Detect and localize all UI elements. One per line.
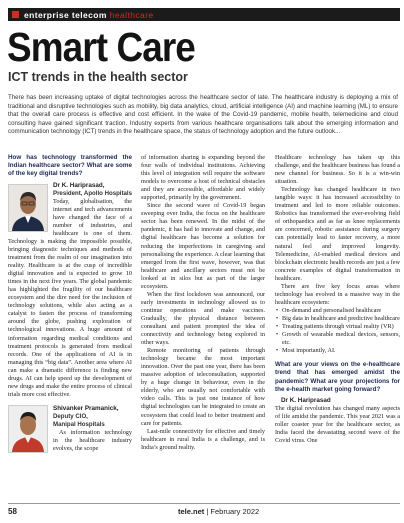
expert-photo-pramanick <box>8 405 48 453</box>
expert-name: Shivanker Pramanick, <box>53 404 119 412</box>
section-marker-square <box>12 11 19 18</box>
expert-role: Deputy CIO, <box>53 412 88 420</box>
list-item: • Most importantly, AI. <box>282 347 400 355</box>
expert-photo-hariprasad <box>8 184 48 232</box>
answer-text-hariprasad: Today, globalisation, the internet and tech advancements have changed the face of a number of industries, and healthcare is one of them. Technology is making the impossible possible, bringing diagnostic techniques and methods of treatment from the realm of our imagination into reality. Healthcare is at the cusp of incredible digital innovation and is expected to grow 10 times in the next five years. The global pandemic has highlighted the fragility of our healthcare ecosystem and the dire need for the inclusion of technology solutions, while also acting as a catalyst to fasten the process of transforming around the globe, pushing exploration of technological innovations. A huge amount of information regarding medical conditions and treatment protocols is generated from medical records. One of the applications of AI is in managing this “big data”. Another area where AI can make a dramatic difference is finding new drugs. AI can help speed up the development of new drugs and make the entire process of clinical trials more cost effective. <box>8 197 132 398</box>
portrait-photo-icon <box>9 185 47 231</box>
publication-name: tele.net <box>178 507 205 516</box>
article-column-2 <box>141 154 265 499</box>
list-item: • Treating patients through virtual reality (VR) <box>282 323 400 331</box>
paragraph: of information sharing is expanding beyond the four walls of individual institutions. Achieving this level of integration will require the software models to overcome a host of technical obstacles and they are accessible, affordable and widely supported, primarily by the government. <box>141 154 265 202</box>
answer-text: The digital revolution has changed many aspects of life amidst the pandemic. This year 2021 was a roller coaster year for the healthcare sector, as India faced the devastating second wave of the Covid virus. One <box>275 405 400 445</box>
article-title: Smart Care <box>7 24 195 70</box>
paragraph: When the first lockdown was announced, our early investments in technology allowed us to continue operations and make vaccines. Gradually, the physical distance between consultant and patient prompted the idea of connectivity and technology being explored in other ways. <box>141 290 265 347</box>
section-name: enterprise telecom <box>24 9 107 20</box>
footer-separator: | <box>206 507 209 516</box>
expert-organisation: Manipal Hospitals <box>53 420 105 428</box>
footer-publication <box>178 507 259 516</box>
paragraph: Remote monitoring of patients through technology became the most important innovation. Over the past one year, there has been massive adoption of teleconsultation, supported by a huge change in behaviour, even in the elderly, who are usually not comfortable with video calls. This is just one instance of how digital technologies can be integrated to create an ecosystem that could lead to better treatment and care for patients. <box>141 347 265 427</box>
expert-name: Dr K. Hariprasad, <box>53 181 105 189</box>
paragraph: There are five key focus areas where technology has evolved in a massive way in the healthcare ecosystem: <box>275 282 400 306</box>
answer-expert-name: Dr K. Hariprasad <box>281 396 331 404</box>
footer-divider <box>8 503 400 504</box>
page-number: 58 <box>8 507 17 516</box>
expert-role: President, Apollo Hospitals <box>53 189 132 197</box>
interview-question-1: How has technology transformed the Indian healthcare sector? What are some of the key digital trends? <box>8 154 132 178</box>
interview-question-2: What are your views on the e-healthcare trend that has emerged amidst the pandemic? What are your projections for the e-health market going forward? <box>275 361 400 393</box>
section-header-bar <box>8 8 400 21</box>
paragraph: Last-mile connectivity for effective and timely healthcare in rural India is a challenge, and is India’s ground reality. <box>141 427 265 451</box>
list-item: • On-demand and personalised healthcare <box>282 307 400 315</box>
paragraph: Since the second wave of Covid-19 began sweeping over India, the focus on the healthcare sector has been renewed. In the midst of the pandemic, it has had to innovate and change, and digital healthcare has become a solution for reducing the imperfections in caregiving and personalising the experience. A clear learning that emerged from the first wave, however, was that healthcare and ancillary sectors must not be looked at in silos but as part of the larger ecosystem. <box>141 202 265 290</box>
paragraph: Technology has changed healthcare in two tangible ways: it has increased accessibility to treatment and led to more reliable outcomes. Robotics has transformed the ever-evolving field of orthopaedics and as far as knee replacements are concerned, robotic assistance during surgery can potentially lead to faster recovery, a more natural feel and improved longevity. Telemedicine, AI-enabled medical devices and blockchain electronic health records are just a few concrete examples of digital transformation in healthcare. <box>275 186 400 282</box>
section-subname: healthcare <box>109 9 154 20</box>
article-column-1 <box>8 154 132 499</box>
focus-areas-list <box>275 307 400 355</box>
article-subtitle: ICT trends in the health sector <box>8 70 188 84</box>
issue-date: February 2022 <box>210 507 260 516</box>
article-intro: There has been increasing uptake of digital technologies across the healthcare sector of late. The healthcare industry is deploying a mix of traditional and disruptive technologies such as mobility, big data analytics, cloud, artificial intelligence (AI) and machine learning (ML) to ensure that the overall care process is effective and cost efficient. In the wake of the Covid-19 pandemic, mobile health, telemedicine and cloud consulting have gained significant traction. Industry experts from various healthcare organisations talk about the emerging information and communication technology (ICT) trends in the healthcare space, the status of technology adoption and the future outlook... <box>8 94 398 136</box>
list-item: • Big data in healthcare and predictive healthcare <box>282 315 400 323</box>
paragraph: Healthcare technology has taken up this challenge, and the healthcare business has found a new channel for business. So it is a win-win situation. <box>275 154 400 186</box>
list-item: • Growth of wearable medical devices, sensors, etc. <box>282 331 400 347</box>
answer-text-pramanick: As information technology in the healthcare industry evolves, the scope <box>53 429 132 453</box>
portrait-photo-icon <box>9 406 47 452</box>
article-column-3 <box>275 154 400 499</box>
